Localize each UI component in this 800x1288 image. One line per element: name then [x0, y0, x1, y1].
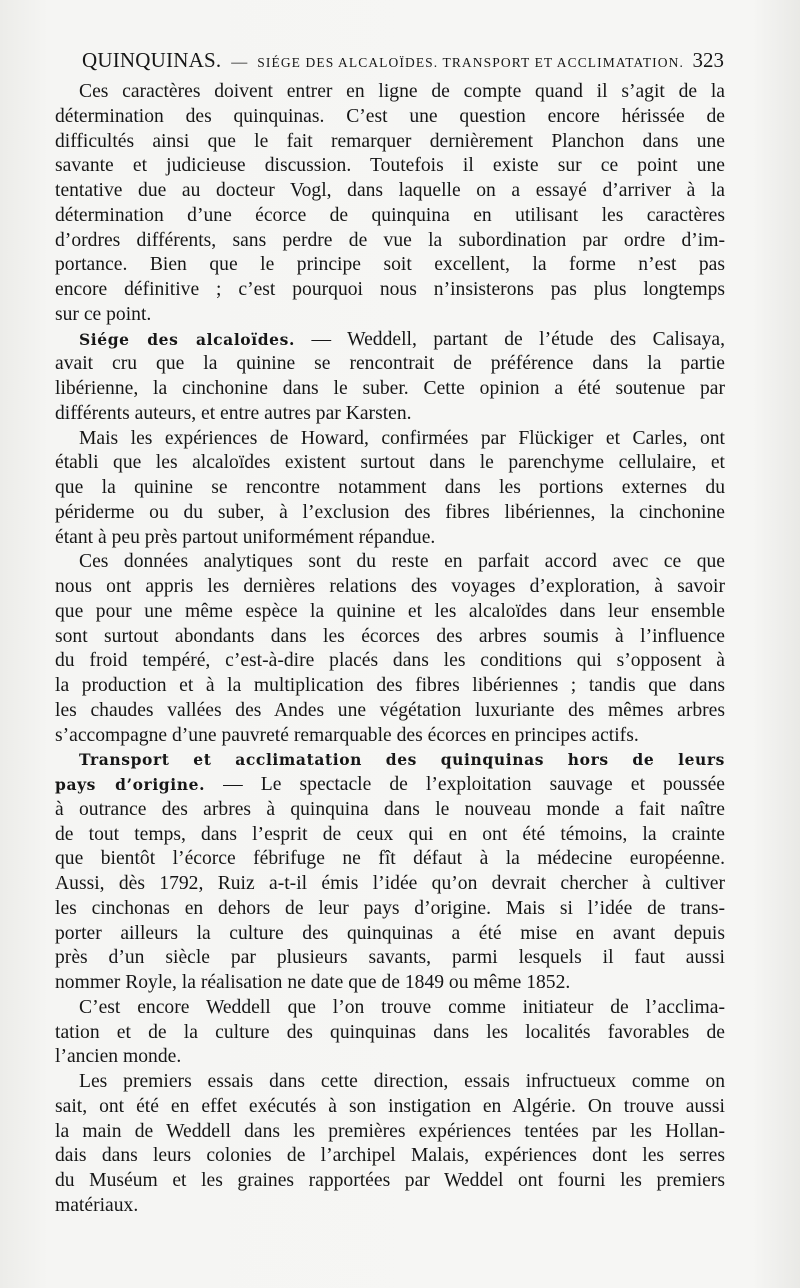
section-heading: Transport et acclimatation des quinquinas hors de leurs — [79, 750, 725, 770]
text-run: différents auteurs, et entre autres par Karsten. — [55, 402, 412, 424]
text-line — [55, 748, 725, 773]
text-line — [55, 996, 725, 1021]
text-run: Les premiers essais dans cette direction, essais infructueux comme on — [79, 1071, 725, 1092]
text-run: du froid tempéré, c’est-à-dire placés dans les conditions qui s’opposent à — [55, 650, 725, 672]
text-line — [55, 847, 725, 872]
text-run: Mais les expériences de Howard, confirmées par Flückiger et Carles, ont — [79, 427, 725, 449]
text-line — [55, 253, 725, 278]
header-separator: — — [231, 54, 248, 71]
text-line — [55, 625, 725, 650]
text-line — [55, 798, 725, 823]
text-run: sont surtout abondants dans les écorces des arbres soumis à l’influence — [55, 625, 725, 647]
text-run: que la quinine se rencontre notamment dans les portions externes du — [55, 477, 725, 498]
page-number: 323 — [692, 48, 724, 72]
text-line — [55, 154, 725, 179]
text-run: à outrance des arbres à quinquina dans le nouveau monde a fait naître — [55, 798, 725, 820]
text-run: — Le spectacle de l’exploitation sauvage et poussée — [205, 774, 726, 795]
text-run: porter ailleurs la culture des quinquinas a été mise en avant depuis — [55, 922, 725, 944]
text-line — [55, 105, 725, 130]
text-line — [55, 1144, 725, 1169]
text-line — [55, 451, 725, 476]
text-line — [55, 402, 725, 427]
text-run: détermination des quinquinas. C’est une question encore hérissée de — [55, 105, 725, 127]
text-line — [55, 575, 725, 600]
text-line — [55, 946, 725, 971]
header-subtitle: SIÉGE DES ALCALOÏDES. TRANSPORT ET ACCLIMATATION. — [257, 55, 684, 70]
paragraph — [55, 748, 725, 996]
text-line — [55, 1021, 725, 1046]
text-run: Ces données analytiques sont du reste en parfait accord avec ce que — [79, 551, 725, 573]
text-line — [55, 278, 725, 303]
text-line — [55, 674, 725, 699]
text-line — [55, 922, 725, 947]
text-run: de tout temps, dans l’esprit de ceux qui en ont été témoins, la crainte — [55, 823, 725, 845]
text-run: encore définitive ; c’est pourquoi nous n’insisterons pas plus longtemps — [55, 279, 725, 300]
text-run: étant à peu près partout uniformément répandue. — [55, 526, 436, 548]
text-line — [55, 204, 725, 229]
text-line — [55, 823, 725, 848]
text-line — [55, 303, 725, 328]
paragraph — [55, 427, 725, 551]
text-run: la main de Weddell dans les premières expériences tentées par les Hollan- — [55, 1120, 725, 1142]
text-line — [55, 1120, 725, 1145]
text-line — [55, 377, 725, 402]
text-line — [55, 526, 725, 551]
text-line — [55, 1194, 725, 1219]
running-title: QUINQUINAS. — [82, 48, 222, 72]
text-run: — Weddell, partant de l’étude des Calisaya, — [294, 328, 725, 350]
text-run: la production et à la multiplication des fibres libériennes ; tandis que dans — [55, 675, 725, 696]
text-run: tentative due au docteur Vogl, dans laquelle on a essayé d’arriver à la — [55, 180, 725, 201]
text-run: détermination d’une écorce de quinquina en utilisant les caractères — [55, 204, 725, 226]
text-run: portance. Bien que le principe soit excellent, la forme n’est pas — [55, 254, 725, 276]
text-line — [55, 352, 725, 377]
text-line — [55, 179, 725, 204]
text-line — [55, 1045, 725, 1070]
text-run: que bientôt l’écorce fébrifuge ne fît défaut à la médecine européenne. — [55, 848, 725, 870]
text-line — [55, 476, 725, 501]
running-header — [82, 48, 724, 74]
text-line — [55, 699, 725, 724]
text-run: du Muséum et les graines rapportées par Weddel ont fourni les premiers — [55, 1170, 725, 1191]
text-line — [55, 229, 725, 254]
paragraph — [55, 550, 725, 748]
text-run: matériaux. — [55, 1194, 139, 1216]
text-run: libérienne, la cinchonine dans le suber. Cette opinion a été soutenue par — [55, 378, 725, 399]
text-run: que pour une même espèce la quinine et les alcaloïdes dans leur ensemble — [55, 600, 725, 622]
text-run: périderme ou du suber, à l’exclusion des fibres libériennes, la cinchonine — [55, 501, 725, 523]
text-run: les chaudes vallées des Andes une végétation luxuriante des mêmes arbres — [55, 699, 725, 721]
text-run: les cinchonas en dehors de leur pays d’origine. Mais si l’idée de trans- — [55, 897, 725, 919]
paragraph — [55, 328, 725, 427]
text-run: d’ordres différents, sans perdre de vue la subordination par ordre d’im- — [55, 229, 725, 251]
text-line — [55, 427, 725, 452]
text-line — [55, 550, 725, 575]
page-body-text — [55, 80, 725, 1219]
text-run: savante et judicieuse discussion. Toutefois il existe sur ce point une — [55, 155, 725, 177]
text-line — [55, 600, 725, 625]
paragraph — [55, 996, 725, 1070]
text-line — [55, 1095, 725, 1120]
text-run: Aussi, dès 1792, Ruiz a-t-il émis l’idée qu’on devrait chercher à cultiver — [55, 873, 725, 894]
text-run: dais dans leurs colonies de l’archipel Malais, expériences dont les serres — [55, 1145, 725, 1167]
text-run: sur ce point. — [55, 303, 152, 325]
text-line — [55, 1070, 725, 1095]
text-run: Ces caractères doivent entrer en ligne de compte quand il s’agit de la — [79, 81, 725, 102]
text-run: tation et de la culture des quinquinas dans les localités favorables de — [55, 1021, 725, 1043]
text-line — [55, 1169, 725, 1194]
text-run: établi que les alcaloïdes existent surtout dans le parenchyme cellulaire, et — [55, 452, 725, 474]
text-run: l’ancien monde. — [55, 1046, 182, 1068]
section-heading: pays d’origine. — [55, 775, 206, 794]
text-line — [55, 724, 725, 749]
text-line — [55, 649, 725, 674]
text-line — [55, 80, 725, 105]
text-run: s’accompagne d’une pauvreté remarquable des écorces en principes actifs. — [55, 724, 639, 746]
text-run: difficultés ainsi que le fait remarquer dernièrement Planchon dans une — [55, 130, 725, 152]
text-run: nous ont appris les dernières relations des voyages d’exploration, à savoir — [55, 576, 725, 597]
text-line — [55, 872, 725, 897]
text-run: nommer Royle, la réalisation ne date que de 1849 ou même 1852. — [55, 972, 571, 993]
text-line — [55, 897, 725, 922]
text-line — [55, 773, 725, 798]
text-line — [55, 328, 725, 353]
text-run: avait cru que la quinine se rencontrait de préférence dans la partie — [55, 353, 725, 375]
text-line — [55, 130, 725, 155]
text-line — [55, 971, 725, 996]
text-run: sait, ont été en effet exécutés à son instigation en Algérie. On trouve aussi — [55, 1095, 725, 1117]
text-run: près d’un siècle par plusieurs savants, parmi lesquels il faut aussi — [55, 947, 725, 969]
text-line — [55, 501, 725, 526]
paragraph — [55, 80, 725, 328]
text-run: C’est encore Weddell que l’on trouve comme initiateur de l’acclima- — [79, 996, 725, 1018]
paragraph — [55, 1070, 725, 1219]
section-heading: Siége des alcaloïdes. — [79, 329, 295, 349]
